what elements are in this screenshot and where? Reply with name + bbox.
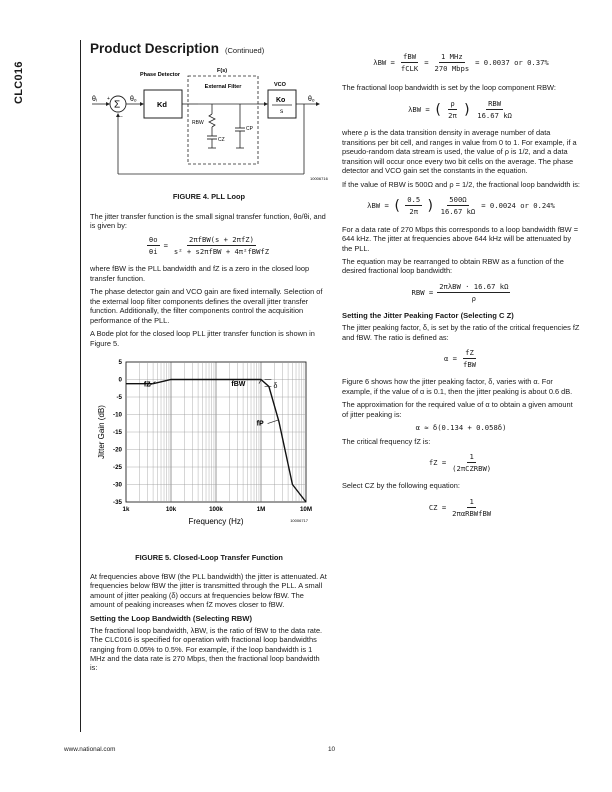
equation-transfer-function: $\frac{\theta o}{\theta i}$ = $\frac{\text{2πfBW(s + 2πfZ)}}{\text{s² + s2πfBW + 4π²fBWfZ}}$ (148, 234, 270, 257)
page-title (90, 40, 264, 57)
equation-alpha (342, 348, 580, 369)
right-para-5: The equation may be rearranged to obtain RBW as a function of the desired fractional loop bandwidth: (342, 257, 564, 276)
annotation-fz: fZ (143, 381, 151, 389)
y-tick-label: -10 (113, 411, 122, 419)
eq-lambda2-lhs: λBW = (408, 105, 430, 115)
x-tick-label: 1k (122, 506, 130, 514)
y-tick-label: -35 (113, 499, 122, 507)
y-tick-label: -15 (113, 429, 122, 437)
footer-page-number: 10 (328, 746, 336, 753)
eq-alpha-num: fZ (463, 348, 476, 359)
left-para-3: The phase detector gain and VCO gain are fixed internally. Selection of the external loop filter components defines the overall jitter transfer function. Additionally, the filter components control the acquisition performance of the PLL. (90, 287, 323, 325)
equation-rbw (342, 282, 580, 303)
eq-cz-den: 2παRBWfBW (452, 509, 492, 519)
eq1-lhs-den: θi (148, 247, 158, 257)
x-tick-label: 100k (209, 506, 223, 514)
eq-lambda-den2: 270 Mbps (434, 64, 470, 74)
x-tick-label: 10k (165, 506, 177, 514)
y-tick-label: -5 (116, 394, 122, 402)
fig4-fs-label: F(s) (217, 68, 228, 74)
fig4-cp-label: CP (246, 126, 253, 132)
side-part-number: CLC016 (13, 61, 25, 104)
right-para-8: The approximation for the required value of α to obtain a given amount of jitter peaking is: (342, 400, 573, 419)
x-axis-label: Frequency (Hz) (188, 517, 244, 527)
annotation-fp-pointer (268, 420, 279, 424)
eq-lambda-num2: 1 MHz (439, 52, 465, 63)
right-para-3: If the value of RBW is 500Ω and ρ = 1/2, the fractional loop bandwidth is: (342, 179, 580, 189)
figure4-block-diagram (90, 62, 328, 182)
y-tick-label: 0 (118, 376, 122, 384)
left-para-6: The fractional loop bandwidth, λBW, is the ratio of fBW to the data rate. The CLC016 is specified for operation with fractional loop bandwidths ranging from 0.05% to 0.5%. For example, if the loop bandwidth is 1 MHz and the data rate is 270 Mbps, then the fractional loop bandwidth is: (90, 625, 323, 673)
annotation-fp: fP (256, 420, 264, 428)
eq-lambda-rhs: = 0.0037 or 0.37% (475, 58, 549, 68)
right-para-9: The critical frequency fZ is: (342, 436, 431, 446)
eq-rbw-num: 2πλBW · 16.67 kΩ (437, 282, 510, 293)
eq-lambda-lhs: λBW = (373, 58, 395, 68)
left-para-2: where fBW is the PLL bandwidth and fZ is a zero in the closed loop transfer function. (90, 264, 310, 283)
fig4-theta-o-mid-label: θₒ (130, 96, 137, 103)
right-column (342, 52, 580, 526)
eq-fz-num: 1 (467, 452, 475, 463)
eq-lambda-eq: = (424, 58, 429, 68)
eq-lambda-num: fBW (401, 52, 418, 63)
eq-alpha-lhs: α = (444, 354, 457, 364)
eq-lambda2-den: 16.67 kΩ (477, 111, 512, 121)
figure4-caption: FIGURE 4. PLL Loop (172, 192, 246, 202)
rbw-resistor (209, 114, 215, 127)
equation-lambda-bw (342, 52, 580, 73)
figure5-caption: FIGURE 5. Closed-Loop Transfer Function (135, 552, 283, 562)
fig4-ref-id: 10006716 (310, 176, 328, 181)
eq-lambda2-pden: 2π (448, 111, 457, 121)
svg-text:+: + (107, 96, 110, 102)
fig4-sum-symbol: Σ (114, 99, 121, 111)
right-para-10: Select CZ by the following equation: (342, 481, 460, 491)
eq-lambda3-pden: 2π (409, 207, 419, 217)
heading-jitter-peaking: Setting the Jitter Peaking Factor (Selecting C Z) (342, 311, 514, 321)
right-para-4: For a data rate of 270 Mbps this corresponds to a loop bandwidth fBW = 644 kHz. The jitter at frequencies above 644 kHz will be attenuated by the PLL. (342, 224, 579, 253)
eq-lambda3-lhs: λBW = (367, 201, 389, 211)
equation-fz (342, 452, 580, 473)
eq-lambda3-rhs: = 0.0024 or 0.24% (481, 201, 555, 211)
eq-lambda3-den: 16.67 kΩ (440, 207, 476, 217)
eq-lambda3-num: 500Ω (447, 195, 468, 206)
x-tick-label: 1M (256, 506, 266, 514)
eq1-lhs-num: θo (147, 235, 160, 246)
fig4-kd-label: Kd (157, 100, 167, 109)
eq-lambda-den: fCLK (400, 64, 419, 74)
page-title-text: Product Description (90, 41, 220, 56)
fig4-phase-detector-label: Phase Detector (139, 72, 181, 78)
y-tick-label: -20 (113, 446, 122, 454)
eq-rbw-lhs: RBW = (411, 288, 434, 298)
y-axis-label: Jitter Gain (dB) (97, 405, 106, 459)
left-para-5: At frequencies above fBW (the PLL bandwidth) the jitter is attenuated. At frequencies below fBW the jitter is transmitted through the PLL. A small amount of jitter peaking (δ) occurs at frequencies below fBW. The amount of peaking increases when fZ moves closer to fBW. (90, 572, 327, 610)
eq1-rhs-den: s² + s2πfBW + 4π²fBWfZ (173, 247, 270, 257)
right-para-7: Figure 6 shows how the jitter peaking factor, δ, varies with α. For example, if the value of α is 0.1, then the jitter peaking is about 0.6 dB. (342, 377, 573, 396)
left-para-1: The jitter transfer function is the small signal transfer function, θo/θi, and is given by: (90, 211, 326, 231)
y-tick-label: -30 (113, 481, 122, 489)
eq-fz-lhs: fZ = (428, 458, 447, 468)
fig4-cz-label: CZ (218, 137, 225, 143)
fig4-external-filter-label: External Filter (204, 84, 242, 90)
equation-lambda-rbw: λBW = ( $\frac{\rho}{2\pi}$ ) $\frac{\text{RBW}}{16.67 k\Omega}$ (408, 98, 512, 121)
figure5-ref-id: 10006717 (290, 518, 308, 524)
eq-fz-den: (2πCZRBW) (452, 464, 492, 474)
figure5-bode-plot (90, 356, 328, 542)
annotation-delta: δ (273, 382, 278, 390)
right-para-2: where ρ is the data transition density in average number of data transitions per bit cell, and ranges in value from 0 to 1. For example, if a pseudo-random data stream is used, the value of ρ is 1/2, and a data transition will occur once every two bit cells on the average. The phase detector and VCO gain set the constants in the equation. (342, 128, 577, 176)
x-tick-label: 10M (299, 506, 313, 514)
annotation-fbw: fBW (231, 380, 246, 388)
equation-alpha-approx: α ≈ δ(0.134 + 0.058δ) (415, 423, 507, 433)
eq-alpha-den: fBW (463, 360, 476, 370)
y-tick-label: 5 (118, 359, 122, 367)
footer-website[interactable]: www.national.com (64, 746, 116, 753)
right-para-6: The jitter peaking factor, δ, is set by the ratio of the critical frequencies fZ and fBW. The ratio is defined as: (342, 323, 580, 342)
eq-rbw-den: ρ (471, 294, 476, 304)
fig4-rbw-label: RBW (192, 120, 204, 126)
right-para-1: The fractional loop bandwidth is set by the loop component RBW: (342, 83, 556, 93)
vertical-rule (80, 40, 81, 732)
fig4-vco-label: VCO (274, 82, 286, 88)
continued-label: (Continued) (225, 46, 265, 55)
equation-cz (342, 497, 580, 518)
eq-cz-num: 1 (467, 497, 475, 508)
eq1-rhs-num: 2πfBW(s + 2πfZ) (187, 235, 256, 246)
left-column (90, 62, 328, 677)
fig4-s-label: s (280, 108, 284, 115)
eq-lambda2-num: RBW (486, 99, 503, 110)
fig4-ko-label: Ko (276, 97, 286, 104)
fig4-theta-i-label: θᵢ (92, 96, 97, 103)
heading-loop-bandwidth: Setting the Loop Bandwidth (Selecting RBW) (90, 613, 252, 623)
svg-text:−: − (120, 114, 123, 120)
left-para-4: A Bode plot for the closed loop PLL jitter transfer function is shown in Figure 5. (90, 329, 315, 348)
eq-lambda3-pnum: 0.5 (405, 195, 422, 206)
eq-lambda2-pnum: ρ (448, 99, 456, 110)
eq-cz-lhs: CZ = (428, 503, 447, 513)
y-tick-label: -25 (113, 464, 122, 472)
fig4-theta-o-out-label: θₒ (308, 96, 315, 103)
annotation-fbw-pointer (259, 380, 261, 384)
equation-lambda-example: λBW = ( $\frac{0.5}{2\pi}$ ) $\frac{500\Omega}{16.67 k\Omega}$ = 0.0024 or 0.24% (367, 195, 555, 217)
